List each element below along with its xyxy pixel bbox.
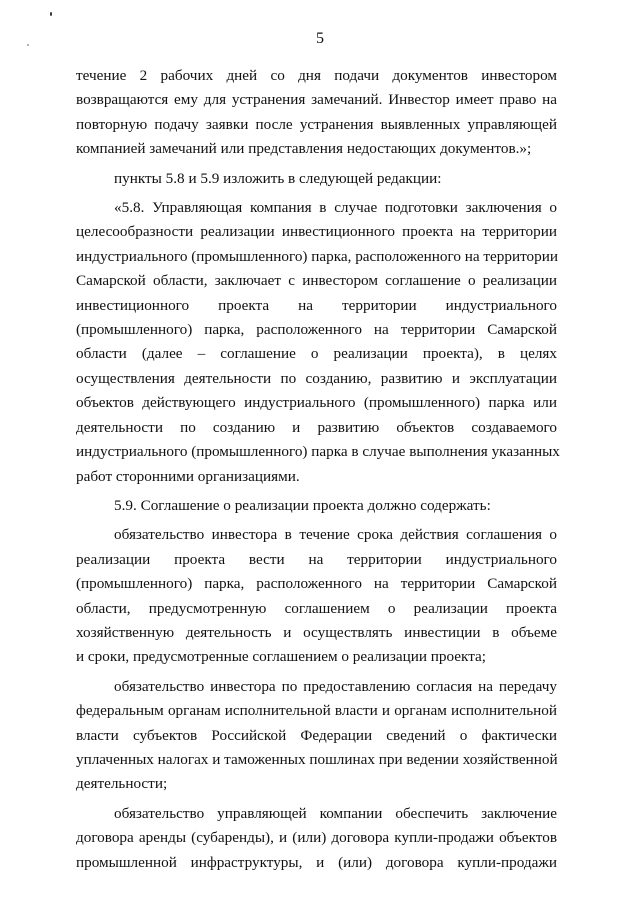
text-line: реализации проекта вести на территории индустриального: [76, 550, 557, 568]
text-line: промышленной инфраструктуры, и (или) договора купли-продажи: [76, 853, 557, 871]
paragraph: [76, 802, 557, 875]
document-body: [76, 64, 560, 875]
paragraph: [76, 494, 557, 518]
text-line: течение 2 рабочих дней со дня подачи документов инвестором: [76, 67, 557, 84]
text-line: обязательство инвестора по предоставлению согласия на передачу: [114, 677, 557, 695]
text-line: (промышленного) парка, расположенного на территории Самарской: [76, 575, 557, 593]
text-line: деятельности по созданию и развитию объектов создаваемого: [76, 418, 557, 436]
text-line: Самарской области, заключает с инвестором соглашение о реализации: [76, 272, 557, 290]
text-line: работ сторонними организациями.: [76, 467, 300, 485]
text-line: пункты 5.8 и 5.9 изложить в следующей редакции:: [114, 169, 442, 187]
text-line: объектов действующего индустриального (промышленного) парка или: [76, 394, 557, 412]
text-line: обязательство управляющей компании обеспечить заключение: [114, 804, 557, 822]
text-line: власти субъектов Российской Федерации сведений о фактически: [76, 726, 557, 744]
scan-speck: [50, 12, 52, 16]
page-number: 5: [316, 30, 324, 47]
text-line: (промышленного) парка, расположенного на территории Самарской: [76, 321, 557, 339]
text-line: повторную подачу заявки после устранения выявленных управляющей: [76, 115, 557, 133]
text-line: возвращаются ему для устранения замечаний. Инвестор имеет право на: [76, 91, 557, 109]
text-line: индустриального (промышленного) парка, расположенного на территории: [76, 247, 558, 265]
paragraph: [76, 196, 560, 489]
paragraph: [76, 523, 557, 669]
paragraph: [76, 167, 557, 191]
text-line: компанией замечаний или представления недостающих документов.»;: [76, 140, 532, 158]
text-line: инвестиционного проекта на территории индустриального: [76, 296, 557, 314]
text-line: федеральным органам исполнительной власти и органам исполнительной: [76, 702, 557, 720]
paragraph: [76, 64, 557, 162]
text-line: индустриального (промышленного) парка в случае выполнения указанных: [76, 443, 560, 461]
text-line: уплаченных налогах и таможенных пошлинах при ведении хозяйственной: [76, 750, 558, 768]
paragraph: [76, 675, 557, 797]
text-line: 5.9. Соглашение о реализации проекта должно содержать:: [114, 496, 491, 514]
text-line: области, предусмотренную соглашением о реализации проекта: [76, 599, 557, 617]
text-line: хозяйственную деятельность и осуществлять инвестиции в объеме: [76, 623, 557, 641]
text-line: осуществления деятельности по созданию, развитию и эксплуатации: [76, 369, 557, 387]
text-line: обязательство инвестора в течение срока действия соглашения о: [114, 526, 557, 544]
text-line: деятельности;: [76, 775, 168, 793]
text-line: договора аренды (субаренды), и (или) договора купли-продажи объектов: [76, 829, 557, 847]
text-line: «5.8. Управляющая компания в случае подготовки заключения о: [114, 199, 557, 217]
text-line: целесообразности реализации инвестиционного проекта на территории: [76, 223, 557, 241]
text-line: и сроки, предусмотренные соглашением о реализации проекта;: [76, 648, 487, 666]
text-line: области (далее – соглашение о реализации проекта), в целях: [76, 345, 557, 363]
